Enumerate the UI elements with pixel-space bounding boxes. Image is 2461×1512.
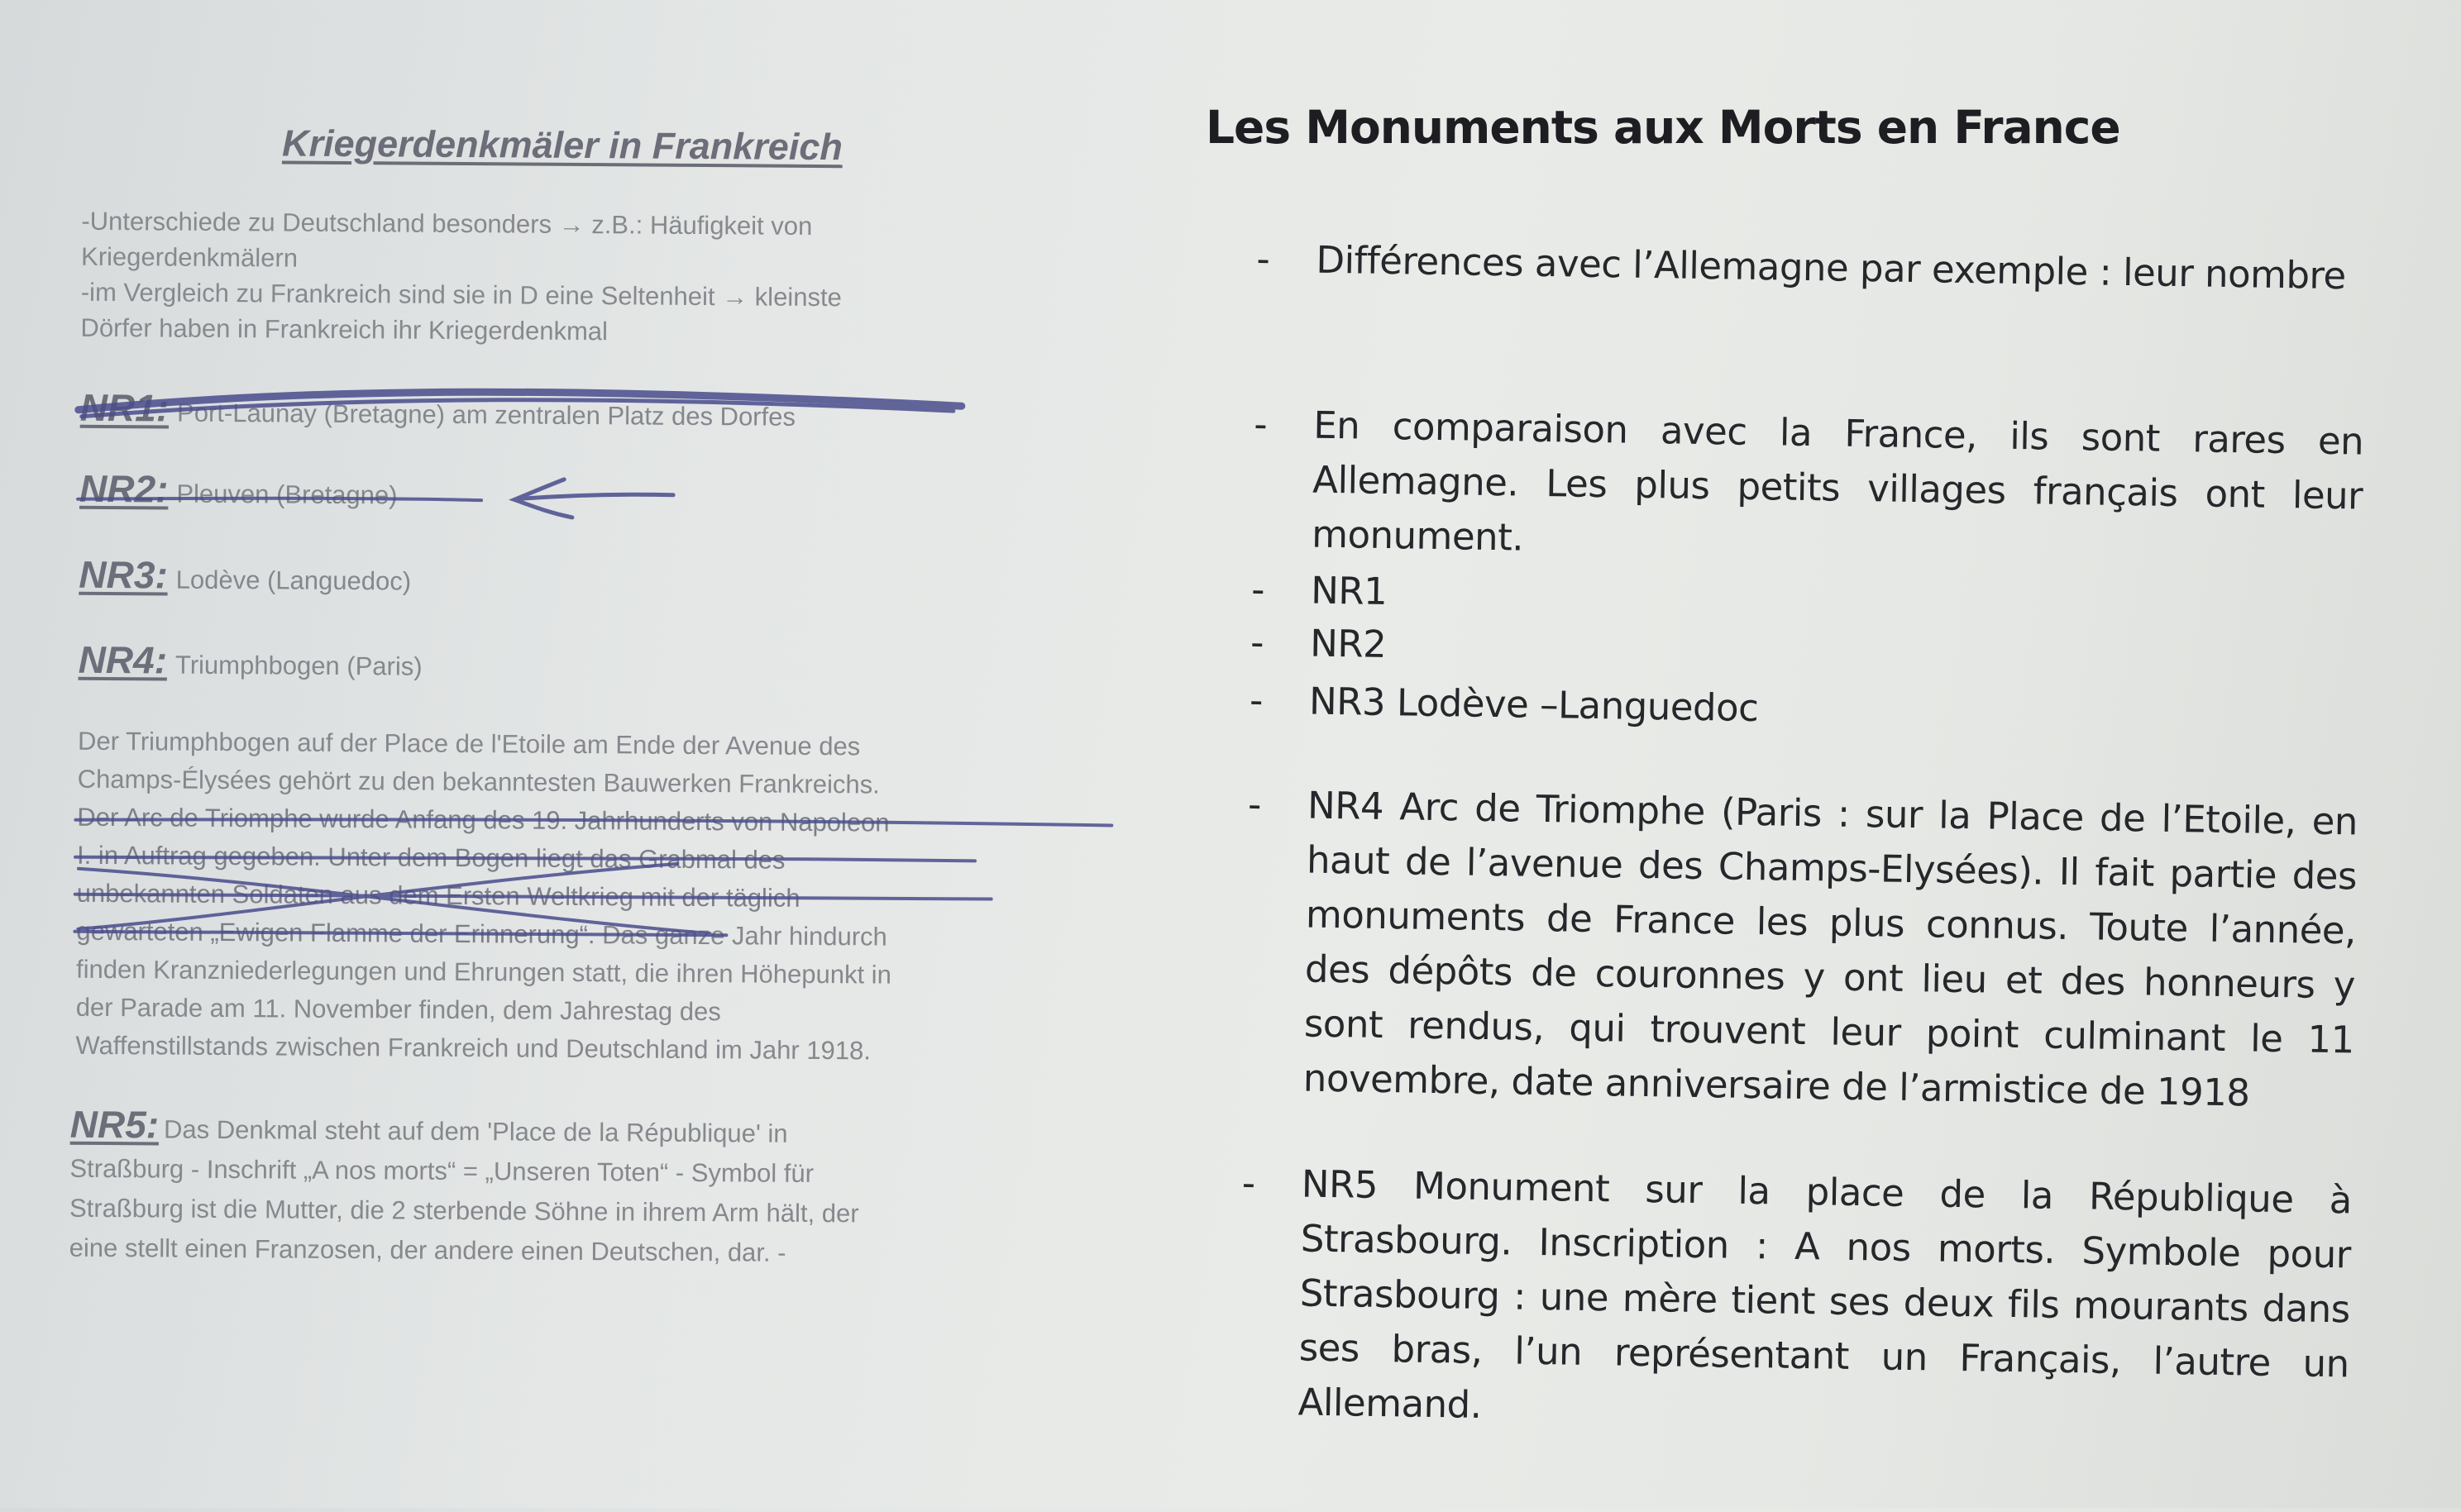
nr1-tag: NR1: — [79, 385, 170, 430]
paragraph-line: Champs-Élysées gehört zu den bekanntesten Bauwerken Frankreichs. — [77, 764, 880, 799]
paragraph-line-struck: I. in Auftrag gegeben. Unter dem Bogen liegt das Grabmal des — [76, 840, 786, 875]
nr5-tag: NR5: — [69, 1102, 160, 1147]
paragraph-line-struck: gewarteten „Ewigen Flamme der Erinnerung“. — [76, 916, 595, 950]
nr5-line: eine stellt einen Franzosen, der andere einen Deutschen, dar. - — [69, 1233, 786, 1267]
nr4-entry — [79, 637, 423, 684]
nr2-entry — [79, 466, 398, 513]
bullet-dash: - — [1241, 1161, 1256, 1205]
arc-paragraph — [75, 723, 1153, 1072]
paragraph-line: Das ganze Jahr hindurch — [595, 920, 887, 952]
paragraph-line-struck: unbekannten Soldaten aus dem Ersten Weltkrieg mit der täglich — [76, 878, 800, 913]
intro-line: Dörfer haben in Frankreich ihr Kriegerdenkmal — [80, 312, 609, 346]
french-item-text: En comparaison avec la France, ils sont rares en Allemagne. Les plus petits villages français ont leur monument. — [1311, 403, 2364, 560]
arrow-icon — [514, 479, 572, 517]
french-title: Les Monuments aux Morts en France — [1206, 101, 2120, 154]
german-intro — [80, 203, 1073, 352]
nr5-line: Das Denkmal steht auf dem 'Place de la République' in — [163, 1114, 788, 1148]
french-item-text: NR5 Monument sur la place de la République à Strasbourg. Inscription : A nos morts. Symbole pour Strasbourg : une mère tient ses deux fils mourants dans ses bras, l’un représentant un Français, l’autre un Allemand. — [1297, 1161, 2353, 1427]
paragraph-line: Waffenstillstands zwischen Frankreich und Deutschland im Jahr 1918. — [75, 1030, 872, 1066]
bullet-dash: - — [1250, 567, 1265, 612]
nr5-entry — [69, 1104, 1162, 1276]
french-item — [1231, 231, 2373, 304]
nr1-text: Port-Launay (Bretagne) am zentralen Platz des Dorfes — [177, 398, 796, 432]
paragraph-line: der Parade am 11. November finden, dem Jahrestag des — [75, 992, 721, 1027]
french-item — [1213, 1156, 2358, 1447]
german-column — [0, 0, 1179, 1512]
paragraph-line: Der Triumphbogen auf der Place de l'Etoile am Ende der Avenue des — [77, 726, 861, 761]
intro-line: -Unterschiede zu Deutschland besonders → z.B.: Häufigkeit von — [81, 206, 813, 241]
paragraph-line: finden Kranzniederlegungen und Ehrungen statt, die ihren Höhepunkt in — [75, 954, 892, 990]
intro-line: Kriegerdenkmälern — [80, 241, 299, 273]
german-title: Kriegerdenkmäler in Frankreich — [281, 122, 843, 169]
nr3-entry — [79, 552, 411, 599]
nr5-line: Straßburg ist die Mutter, die 2 sterbende Söhne in ihrem Arm hält, der — [69, 1193, 859, 1228]
nr3-tag: NR3: — [79, 552, 168, 597]
french-column — [1232, 231, 2373, 1427]
bullet-dash: - — [1256, 236, 1270, 281]
french-item — [1218, 777, 2364, 1123]
nr1-entry — [80, 385, 796, 435]
french-item-text: Différences avec l’Allemagne par exemple : leur nombre — [1316, 237, 2347, 298]
nr2-text: Pleuven (Bretagne) — [176, 479, 398, 510]
bullet-dash: - — [1247, 782, 1262, 827]
nr5-line: Straßburg - Inschrift „A nos morts“ = „Unseren Toten“ - Symbol für — [69, 1153, 815, 1188]
french-item-text: NR1 — [1310, 568, 1388, 613]
paragraph-line-struck: Der Arc de Triomphe wurde Anfang des 19. Jahrhunderts von Napoleon — [77, 802, 890, 837]
french-item-text: NR4 Arc de Triomphe (Paris : sur la Place de l’Etoile, en haut de l’avenue des Champs-Elysées). Il fait partie des monuments de France les plus connus. Toute l’année, des dépôts de couronnes y ont lieu et des honneurs y sont rendus, qui trouvent leur point culminant le 11 novembre, date anniversaire de l’armistice de 1918 — [1302, 783, 2358, 1115]
bullet-dash: - — [1250, 620, 1264, 665]
nr2-tag: NR2: — [79, 466, 169, 511]
nr4-tag: NR4: — [78, 637, 168, 682]
french-item-text: NR2 — [1309, 621, 1387, 666]
bullet-dash: - — [1249, 678, 1264, 723]
nr3-text: Lodève (Languedoc) — [175, 565, 412, 596]
bullet-dash: - — [1253, 402, 1268, 446]
arrow-icon — [518, 494, 673, 500]
french-item-text: NR3 Lodève –Languedoc — [1308, 679, 1759, 731]
intro-line: -im Vergleich zu Frankreich sind sie in D eine Seltenheit → kleinste — [80, 277, 842, 312]
nr4-text: Triumphbogen (Paris) — [174, 650, 423, 681]
french-item — [1227, 397, 2371, 579]
